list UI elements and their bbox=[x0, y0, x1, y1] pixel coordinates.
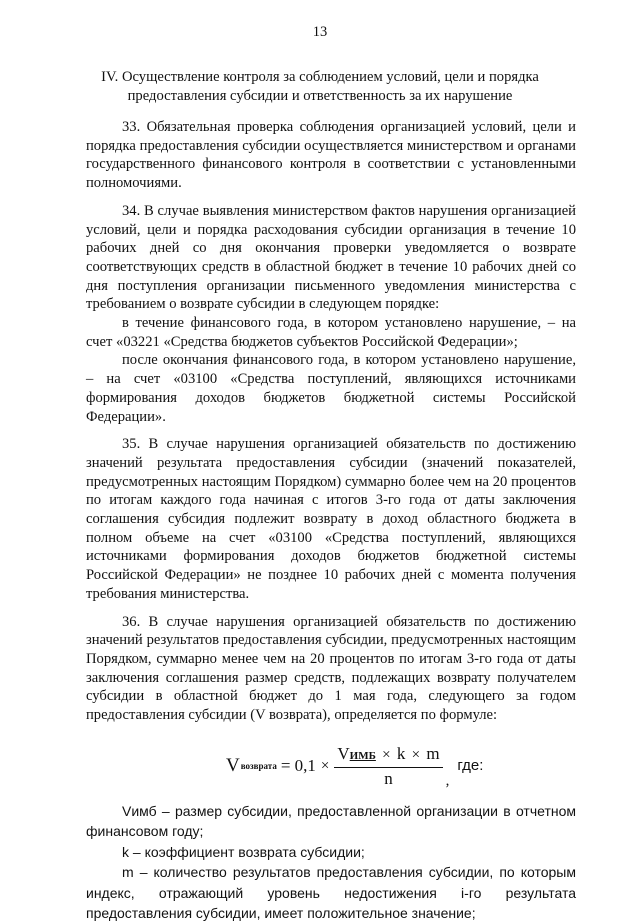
formula-denominator: n bbox=[384, 769, 393, 789]
formula-equals-coefficient: = 0,1 bbox=[280, 756, 316, 776]
paragraph-34-item-current-year: в течение финансового года, в котором установлено нарушение, – на счет «03221 «Средства бюджетов субъектов Российской Федерации»; bbox=[86, 315, 576, 350]
return-formula bbox=[86, 739, 576, 795]
formula-fraction bbox=[334, 745, 442, 789]
section-heading-line-2: предоставления субсидии и ответственность за их нарушение bbox=[127, 88, 513, 104]
formula-numerator-v: V bbox=[337, 743, 350, 763]
page-number: 13 bbox=[312, 24, 328, 40]
paragraph-33: 33. Обязательная проверка соблюдения организацией условий, цели и порядка предоставления субсидии осуществляется министерством и органами государственного финансового контроля в соответствии с установленными полномочиями. bbox=[86, 119, 576, 192]
document-body bbox=[86, 118, 576, 924]
formula-comma: , bbox=[445, 773, 450, 790]
paragraph-34-item-after-year: после окончания финансового года, в котором установлено нарушение, – на счет «03100 «Средства поступлений, являющихся источниками формирования доходов бюджетов бюджетной системы Российской Федерации». bbox=[86, 352, 576, 425]
paragraph-36: 36. В случае нарушения организацией обязательств по достижению значений результатов предоставления субсидии, предусмотренных настоящим Порядком, суммарно менее чем на 20 процентов по итогам 3-го года от даты заключения соглашения размер средств, подлежащих возврату получателем субсидии в областной бюджет до 1 мая года, следующего за годом предоставления субсидии (V возврата), определяется по формуле: bbox=[86, 613, 576, 724]
formula-definitions bbox=[86, 801, 576, 924]
paragraph-34: 34. В случае выявления министерством фактов нарушения организацией условий, цели и порядка расходования субсидии организация в течение 10 рабочих дней со дня окончания проверки уведомляется о возврате соответствующих средств в областной бюджет в течение 10 рабочих дней со дня поступления организации письменного уведомления министерства с требованием о возврате субсидии в следующем порядке: bbox=[86, 202, 576, 313]
formula-numerator-k: k bbox=[396, 743, 406, 763]
definition-vimb: Vимб – размер субсидии, предоставленной организации в отчетном финансовом году; bbox=[86, 802, 576, 840]
formula-times-sign: × bbox=[320, 758, 330, 775]
section-heading-line-1: IV. Осуществление контроля за соблюдением условий, цели и порядка bbox=[101, 69, 539, 85]
section-heading bbox=[100, 68, 540, 106]
formula-v-subscript: возврата bbox=[240, 761, 277, 772]
formula-v: V bbox=[226, 755, 240, 777]
formula-numerator bbox=[334, 745, 442, 769]
formula-numerator-m: m bbox=[426, 743, 440, 763]
paragraph-35: 35. В случае нарушения организацией обязательств по достижению значений результата предоставления субсидии (значений показателей, предусмотренных настоящим Порядком) суммарно более чем на 20 процентов по итогам каждого года начиная с итогов 3-го года от даты заключения соглашения субсидия подлежит возврату в доход областного бюджета в полном объеме на счет «03100 «Средства поступлений, являющихся источниками формирования доходов бюджетов бюджетной системы Российской Федерации» не позднее 10 рабочих дней с момента получения требования министерства. bbox=[86, 436, 576, 602]
formula-numerator-subscript: ИМБ bbox=[349, 749, 376, 762]
definition-k: k – коэффициент возврата субсидии; bbox=[122, 843, 365, 860]
formula-where-label: где: bbox=[457, 757, 484, 775]
formula-numerator-times-2: × bbox=[411, 746, 421, 763]
definition-m: m – количество результатов предоставления субсидии, по которым индекс, отражающий уровень недостижения i-го результата предоставления субсидии, имеет положительное значение; bbox=[86, 864, 576, 922]
formula-numerator-times-1: × bbox=[382, 746, 391, 763]
